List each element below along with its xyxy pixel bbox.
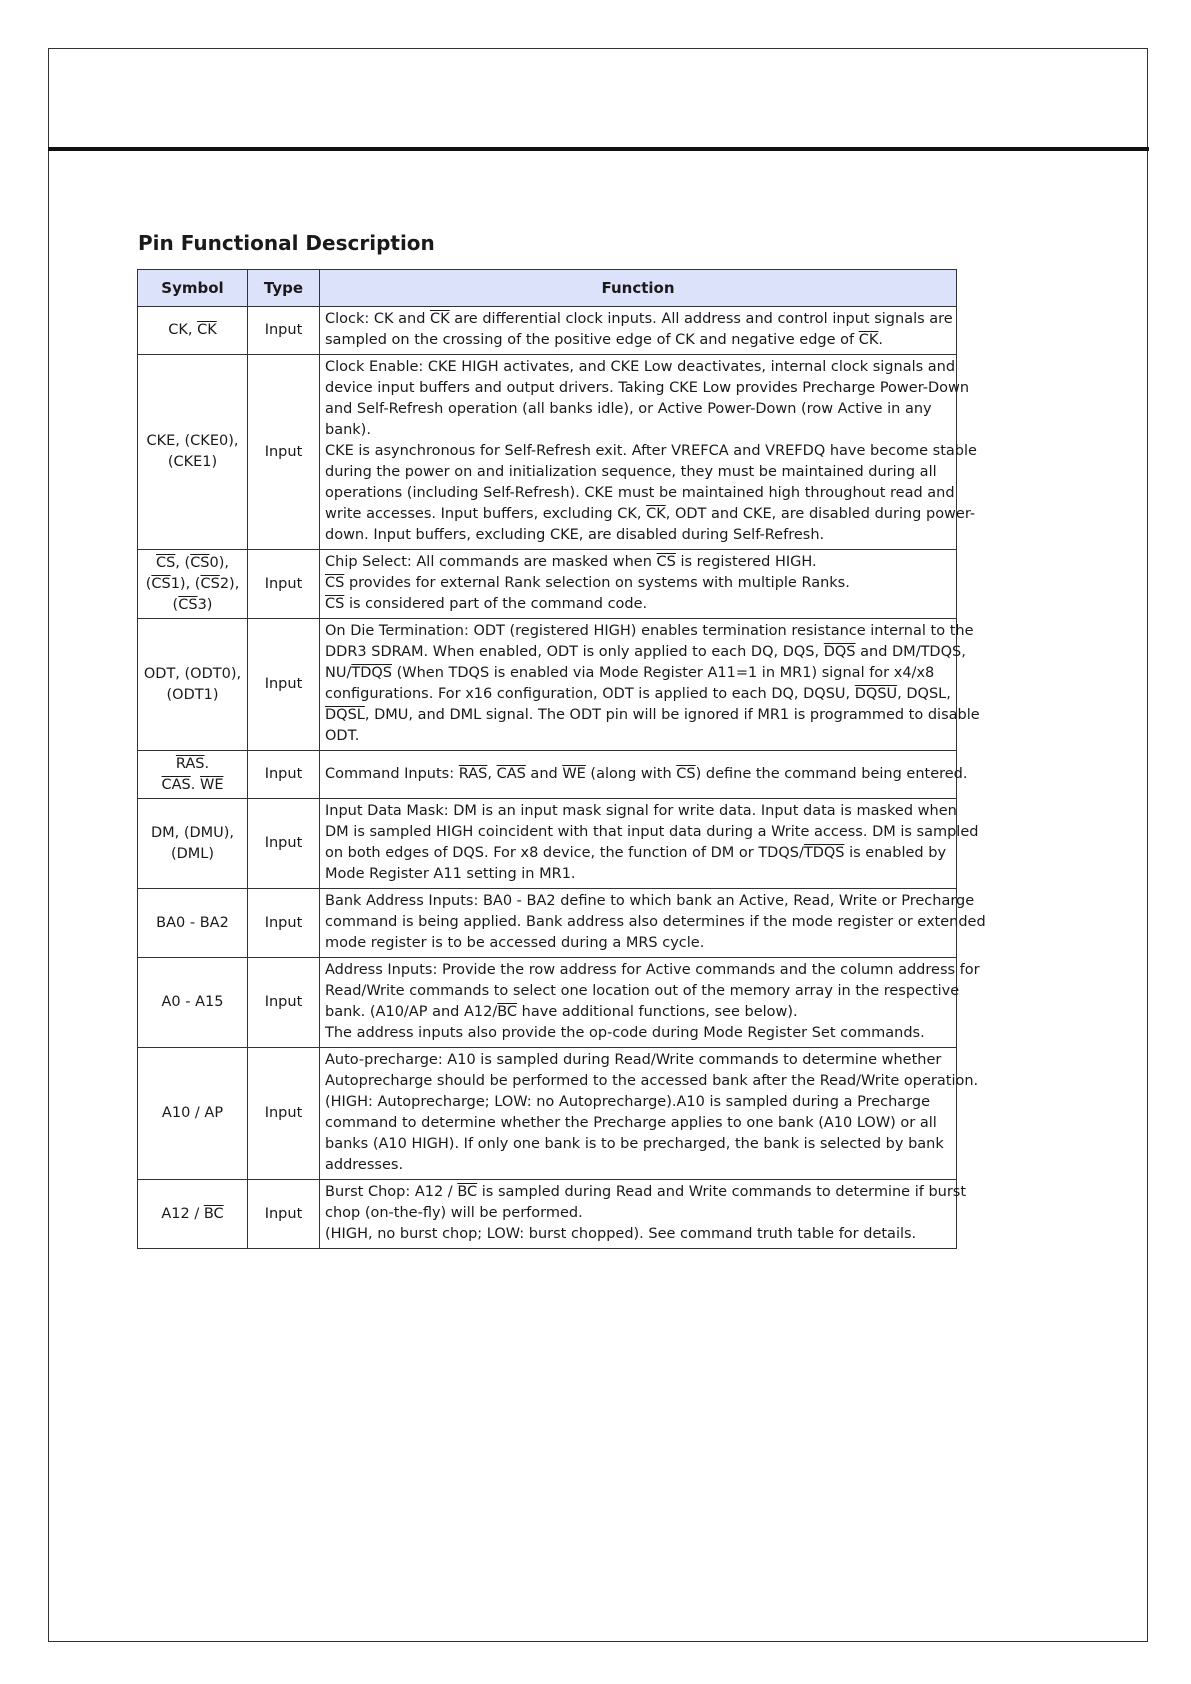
overlined-signal: $\overline{CS}$ (676, 765, 696, 782)
function-line (325, 441, 977, 462)
overlined-signal: $\overline{CS}$ (155, 554, 176, 571)
overlined-signal: $\overline{CS}$ (325, 596, 345, 612)
function-line (325, 420, 952, 441)
text-segment: . (204, 755, 210, 772)
symbol-line (142, 992, 243, 1013)
function-line (325, 705, 980, 726)
overlined-signal: $\overline{CS}$ (200, 575, 220, 592)
header-type: Type (248, 270, 320, 307)
function-cell (320, 619, 980, 751)
table-header-row (138, 270, 957, 307)
symbol-line (142, 754, 243, 775)
symbol-line (142, 1103, 243, 1124)
text-segment: , ODT and CKE, are disabled during power- (665, 506, 976, 522)
function-line (325, 864, 952, 885)
text-segment: , ( (175, 554, 191, 571)
overlined-signal: $\overline{WE}$ (562, 765, 586, 782)
function-line (325, 552, 952, 573)
text-segment: on both edges of DQS. For x8 device, the function of DM or TDQS/ (325, 845, 804, 861)
text-segment: , DMU, and DML signal. The ODT pin will be ignored if MR1 is programmed to disable (364, 707, 980, 723)
symbol-cell (138, 889, 248, 958)
function-line (325, 573, 952, 594)
table-row (138, 889, 957, 958)
function-line (325, 801, 957, 822)
text-segment: ) define the command being entered. (695, 765, 968, 782)
table-row (138, 958, 957, 1048)
text-segment: provides for external Rank selection on systems with multiple Ranks. (344, 575, 850, 591)
function-line (325, 309, 952, 330)
symbol-cell (138, 1180, 248, 1249)
overlined-signal: $\overline{CAS}$ (496, 765, 526, 782)
overlined-signal: $\overline{CK}$ (646, 506, 666, 522)
text-segment: 1), ( (170, 575, 201, 592)
text-segment: (When TDQS is enabled via Mode Register A11=1 in MR1) signal for x4/x8 (392, 665, 935, 681)
text-segment: mode register is to be accessed during a MRS cycle. (325, 935, 705, 951)
text-segment: A10 / AP (161, 1105, 224, 1121)
type-cell: Input (248, 550, 320, 619)
text-segment: is sampled during Read and Write commands to determine if burst (477, 1184, 967, 1200)
function-line (325, 1071, 979, 1092)
text-segment: 0), (209, 554, 230, 571)
text-segment: banks (A10 HIGH). If only one bank is to be precharged, the bank is selected by bank (325, 1136, 944, 1152)
header-function: Function (320, 270, 957, 307)
text-segment: 3) (197, 596, 213, 613)
overlined-signal: $\overline{BC}$ (457, 1184, 478, 1200)
symbol-line (142, 913, 243, 934)
text-segment: Clock: CK and (325, 311, 431, 327)
table-body (138, 307, 986, 1249)
overlined-signal: $\overline{CS}$ (190, 554, 210, 571)
table-row (138, 1180, 957, 1249)
function-line (325, 981, 960, 1002)
overlined-signal: $\overline{CS}$ (325, 575, 345, 591)
symbol-line (142, 664, 243, 685)
function-cell (320, 550, 957, 619)
table-row (138, 355, 957, 550)
text-segment: Command Inputs: (325, 765, 459, 782)
text-segment: (HIGH: Autoprecharge; LOW: no Autoprecharge).A10 is sampled during a Precharge (325, 1094, 930, 1110)
overlined-signal: DQSL (325, 707, 365, 723)
function-line (325, 594, 952, 615)
text-segment: down. Input buffers, excluding CKE, are disabled during Self-Refresh. (325, 527, 825, 543)
function-line (325, 764, 968, 785)
function-line (325, 684, 952, 705)
symbol-line (142, 823, 243, 844)
text-segment: . (878, 332, 884, 348)
symbol-line (142, 685, 243, 706)
type-cell: Input (248, 751, 320, 799)
function-line (325, 1134, 952, 1155)
text-segment: sampled on the crossing of the positive edge of CK and negative edge of (325, 332, 859, 348)
function-line (325, 1203, 952, 1224)
type-cell: Input (248, 619, 320, 751)
text-segment: are differential clock inputs. All address and control input signals are (449, 311, 953, 327)
text-segment: command is being applied. Bank address also determines if the mode register or extended (325, 914, 986, 930)
symbol-cell (138, 619, 248, 751)
function-cell (320, 751, 968, 799)
text-segment: CKE is asynchronous for Self-Refresh exit. After VREFCA and VREFDQ have become stable (325, 443, 977, 459)
text-segment: Burst Chop: A12 / (325, 1184, 458, 1200)
text-segment: and DM/TDQS, (855, 644, 966, 660)
text-segment: NU/ (325, 665, 352, 681)
function-line (325, 378, 970, 399)
text-segment: during the power on and initialization sequence, they must be maintained during all (325, 464, 937, 480)
text-segment: configurations. For x16 configuration, ODT is applied to each DQ, DQSU, (325, 686, 855, 702)
function-line (325, 933, 952, 954)
function-cell (320, 799, 979, 889)
symbol-cell (138, 307, 248, 355)
text-segment: A12 / (161, 1205, 204, 1222)
type-cell: Input (248, 889, 320, 958)
text-segment: The address inputs also provide the op-code during Mode Register Set commands. (325, 1025, 925, 1041)
table-row (138, 1048, 957, 1180)
function-line (325, 621, 974, 642)
text-segment: BA0 - BA2 (156, 914, 229, 931)
symbol-cell (138, 550, 248, 619)
overlined-signal: $\overline{CS}$ (656, 554, 676, 570)
function-cell (320, 307, 957, 355)
symbol-cell (138, 799, 248, 889)
symbol-line (142, 452, 243, 473)
text-segment: Clock Enable: CKE HIGH activates, and CKE Low deactivates, internal clock signals and (325, 359, 956, 375)
text-segment: have additional functions, see below). (517, 1004, 798, 1020)
symbol-line (142, 844, 243, 865)
function-line (325, 1224, 952, 1245)
text-segment: is considered part of the command code. (344, 596, 648, 612)
overlined-signal: $\overline{CS}$ (178, 596, 198, 613)
function-line (325, 960, 980, 981)
text-segment: device input buffers and output drivers. Taking CKE Low provides Precharge Power-Down (325, 380, 970, 396)
table-row (138, 619, 957, 751)
overlined-signal: $\overline{DQS}$ (823, 644, 856, 660)
header-rule (48, 147, 1149, 151)
text-segment: , (487, 765, 497, 782)
function-cell (320, 355, 977, 550)
function-line (325, 483, 955, 504)
text-segment: operations (including Self-Refresh). CKE must be maintained high throughout read and (325, 485, 955, 501)
text-segment: DM, (DMU), (150, 824, 235, 841)
type-cell: Input (248, 1048, 320, 1180)
text-segment: bank). (325, 422, 371, 438)
text-segment: chop (on-the-fly) will be performed. (325, 1205, 583, 1221)
text-segment: On Die Termination: ODT (registered HIGH) enables termination resistance internal to the (325, 623, 974, 639)
text-segment: Autoprecharge should be performed to the accessed bank after the Read/Write operation. (325, 1073, 979, 1089)
text-segment: Address Inputs: Provide the row address for Active commands and the column address for (325, 962, 980, 978)
symbol-line (142, 1204, 243, 1225)
overlined-signal: $\overline{RAS}$ (175, 755, 205, 772)
function-cell (320, 889, 986, 958)
section-title: Pin Functional Description (138, 231, 435, 255)
function-line (325, 357, 956, 378)
overlined-signal: DQSU (854, 686, 898, 702)
text-segment: CKE, (CKE0), (146, 433, 239, 449)
function-cell (320, 958, 980, 1048)
text-segment: bank. (A10/AP and A12/ (325, 1004, 498, 1020)
function-line (325, 462, 952, 483)
symbol-line (142, 431, 243, 452)
overlined-signal: $\overline{BC}$ (497, 1004, 518, 1020)
overlined-signal: $\overline{CS}$ (151, 575, 171, 592)
symbol-line (142, 595, 243, 616)
symbol-line (142, 574, 243, 595)
text-segment: DDR3 SDRAM. When enabled, ODT is only applied to each DQ, DQS, (325, 644, 824, 660)
text-segment: ( (172, 596, 179, 613)
pin-function-table (137, 269, 986, 1249)
function-line (325, 1023, 952, 1044)
text-segment: . (190, 776, 200, 793)
symbol-cell (138, 751, 248, 799)
overlined-signal: TDQS (351, 665, 392, 681)
function-line (325, 843, 952, 864)
text-segment: ODT, (ODT0), (143, 665, 242, 682)
overlined-signal: $\overline{CK}$ (858, 332, 879, 348)
table-row (138, 751, 957, 799)
function-line (325, 912, 986, 933)
function-line (325, 822, 979, 843)
symbol-cell (138, 958, 248, 1048)
function-line (325, 1182, 967, 1203)
function-line (325, 1092, 952, 1113)
type-cell: Input (248, 355, 320, 550)
text-segment: (CKE1) (167, 454, 218, 470)
header-symbol: Symbol (138, 270, 248, 307)
text-segment: and (525, 765, 563, 782)
function-line (325, 726, 952, 747)
overlined-signal: $\overline{CAS}$ (161, 776, 191, 793)
function-line (325, 1155, 952, 1176)
table-row (138, 550, 957, 619)
text-segment: command to determine whether the Precharge applies to one bank (A10 LOW) or all (325, 1115, 937, 1131)
text-segment: A0 - A15 (161, 994, 224, 1010)
text-segment: Bank Address Inputs: BA0 - BA2 define to which bank an Active, Read, Write or Precharge (325, 893, 975, 909)
function-line (325, 891, 975, 912)
text-segment: addresses. (325, 1157, 404, 1173)
text-segment: (ODT1) (166, 686, 219, 703)
text-segment: is enabled by (844, 845, 947, 861)
text-segment: and Self-Refresh operation (all banks idle), or Active Power-Down (row Active in any (325, 401, 932, 417)
text-segment: (along with (585, 765, 677, 782)
overlined-signal: $\overline{WE}$ (199, 776, 224, 793)
overlined-signal: $\overline{BC}$ (203, 1205, 224, 1222)
text-segment: DM is sampled HIGH coincident with that input data during a Write access. DM is sampled (325, 824, 979, 840)
symbol-line (142, 775, 243, 796)
function-line (325, 642, 966, 663)
type-cell: Input (248, 307, 320, 355)
function-line (325, 330, 952, 351)
text-segment: is registered HIGH. (675, 554, 817, 570)
text-segment: , DQSL, (897, 686, 951, 702)
symbol-line (142, 320, 243, 341)
overlined-signal: $\overline{CK}$ (197, 322, 217, 338)
function-cell (320, 1180, 967, 1249)
function-line (325, 1050, 952, 1071)
text-segment: Read/Write commands to select one location out of the memory array in the respective (325, 983, 960, 999)
text-segment: Auto-precharge: A10 is sampled during Read/Write commands to determine whether (325, 1052, 942, 1068)
type-cell: Input (248, 958, 320, 1048)
overlined-signal: TDQS (803, 845, 845, 861)
function-line (325, 504, 976, 525)
function-cell (320, 1048, 979, 1180)
symbol-cell (138, 1048, 248, 1180)
text-segment: 2), (219, 575, 240, 592)
overlined-signal: $\overline{CK}$ (430, 311, 450, 327)
text-segment: (DML) (170, 845, 215, 862)
text-segment: ( (145, 575, 152, 592)
type-cell: Input (248, 799, 320, 889)
function-line (325, 525, 952, 546)
function-line (325, 1002, 952, 1023)
text-segment: Mode Register A11 setting in MR1. (325, 866, 576, 882)
function-line (325, 399, 952, 420)
function-line (325, 663, 952, 684)
text-segment: Input Data Mask: DM is an input mask signal for write data. Input data is masked when (325, 803, 957, 819)
text-segment: CK, (168, 322, 198, 338)
type-cell: Input (248, 1180, 320, 1249)
symbol-line (142, 553, 243, 574)
text-segment: write accesses. Input buffers, excluding CK, (325, 506, 647, 522)
text-segment: (HIGH, no burst chop; LOW: burst chopped). See command truth table for details. (325, 1226, 917, 1242)
function-line (325, 1113, 952, 1134)
table-row (138, 799, 957, 889)
text-segment: ODT. (325, 728, 360, 744)
symbol-cell (138, 355, 248, 550)
table-row (138, 307, 957, 355)
overlined-signal: $\overline{RAS}$ (458, 765, 488, 782)
text-segment: Chip Select: All commands are masked when (325, 554, 657, 570)
